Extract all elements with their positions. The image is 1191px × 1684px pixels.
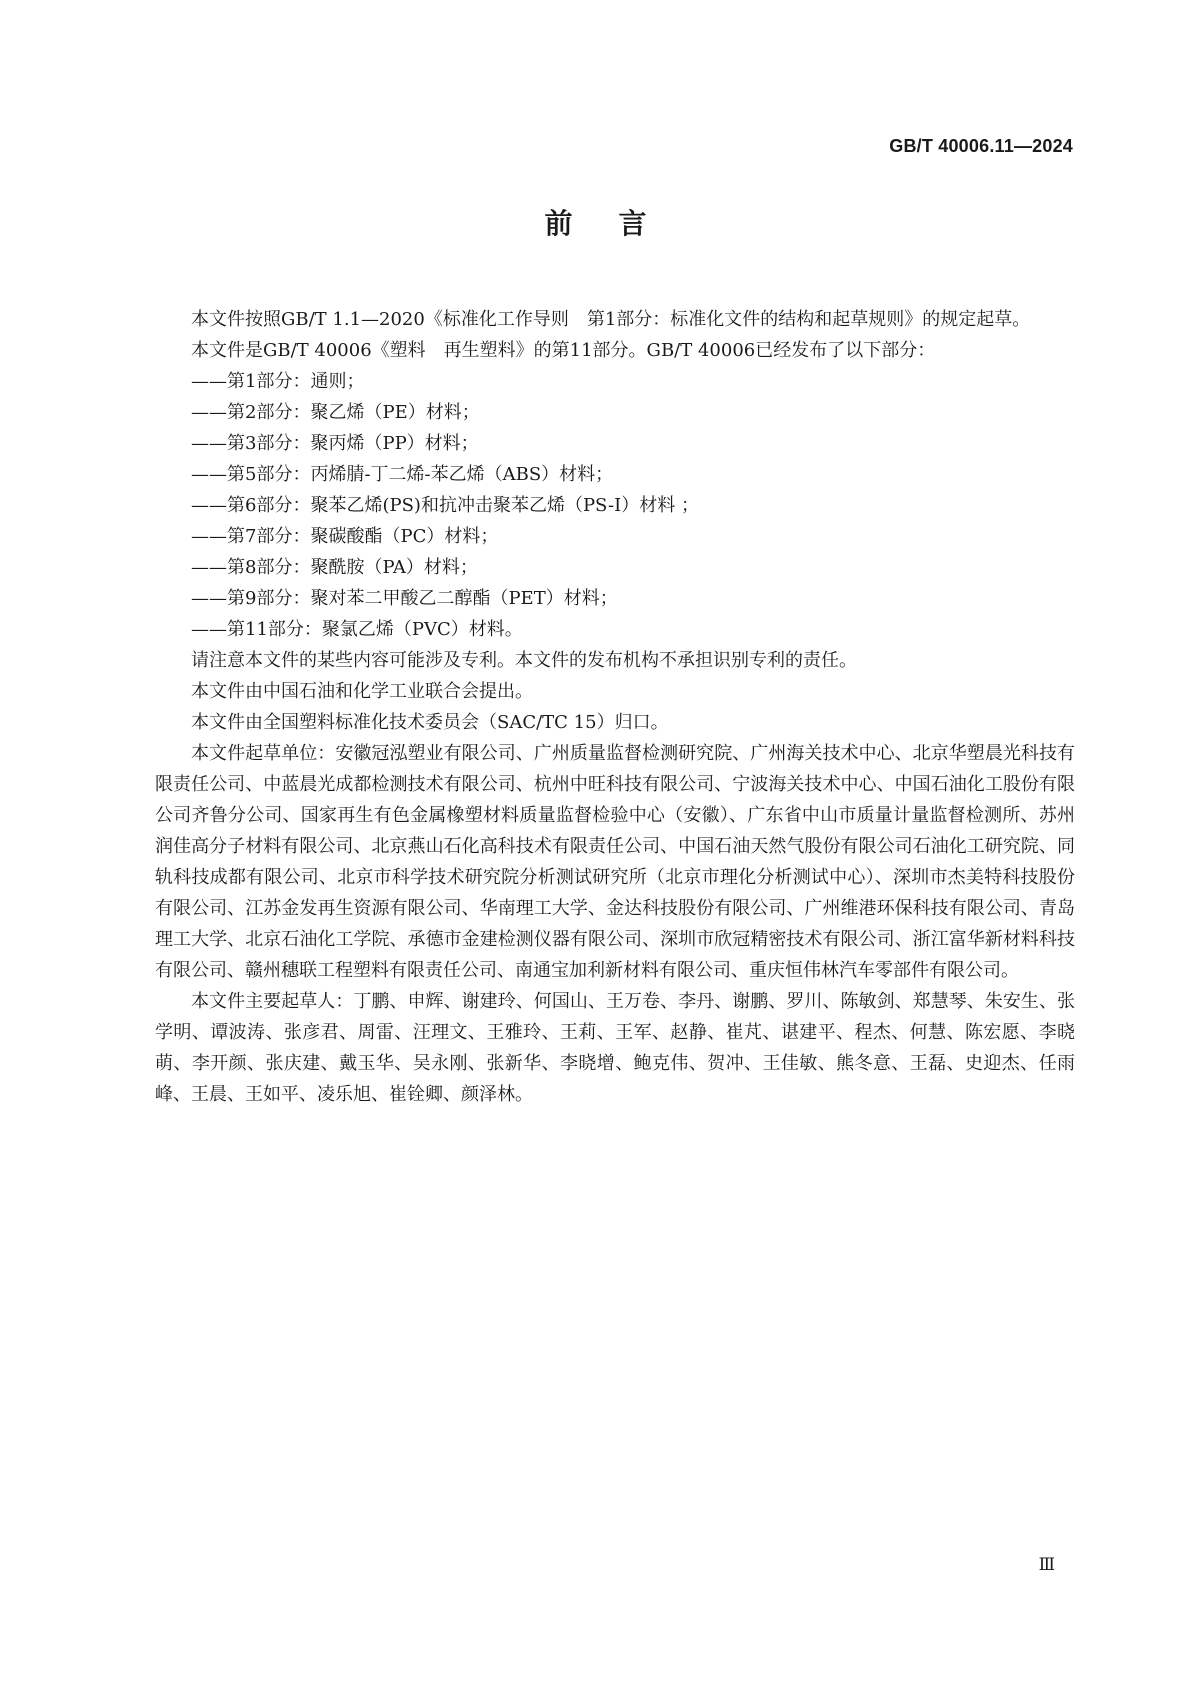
list-item: ——第1部分：通则； [191, 371, 365, 392]
paragraph-series-info: 本文件是GB/T 40006《塑料 再生塑料》的第11部分。GB/T 40006已经发布了以下部分： [191, 340, 936, 361]
page-title: 前言 [544, 207, 693, 240]
list-item: ——第6部分：聚苯乙烯(PS)和抗冲击聚苯乙烯（PS-I）材料 ； [191, 495, 699, 516]
list-item: ——第5部分：丙烯腈-丁二烯-苯乙烯（ABS）材料； [191, 464, 614, 485]
list-item: ——第7部分：聚碳酸酯（PC）材料； [191, 526, 499, 547]
document-body [155, 304, 1075, 1110]
paragraph-drafters: 本文件主要起草人：丁鹏、申辉、谢建玲、何国山、王万卷、李丹、谢鹏、罗川、陈敏剑、郑慧琴、朱安生、张学明、谭波涛、张彦君、周雷、汪理文、王雅玲、王莉、王军、赵静、崔芃、谌建平、程杰、何慧、陈宏愿、李晓萌、李开颜、张庆建、戴玉华、吴永刚、张新华、李晓增、鲍克伟、贺冲、王佳敏、熊冬意、王磊、史迎杰、任雨峰、王晨、王如平、凌乐旭、崔铨卿、颜泽林。 [155, 991, 1075, 1105]
list-item: ——第3部分：聚丙烯（PP）材料； [191, 433, 479, 454]
list-item: ——第11部分：聚氯乙烯（PVC）材料。 [191, 619, 523, 640]
page-number: Ⅲ [1038, 1555, 1055, 1575]
paragraph-proposer: 本文件由中国石油和化学工业联合会提出。 [191, 681, 533, 702]
list-item: ——第8部分：聚酰胺（PA）材料； [191, 557, 478, 578]
list-item: ——第2部分：聚乙烯（PE）材料； [191, 402, 480, 423]
list-item: ——第9部分：聚对苯二甲酸乙二醇酯（PET）材料； [191, 588, 618, 609]
paragraph-drafting-rules: 本文件按照GB/T 1.1—2020《标准化工作导则 第1部分：标准化文件的结构和起草规则》的规定起草。 [191, 309, 1031, 330]
published-parts-list [155, 366, 1075, 645]
document-code-header: GB/T 40006.11—2024 [889, 136, 1073, 156]
paragraph-drafting-units: 本文件起草单位：安徽冠泓塑业有限公司、广州质量监督检测研究院、广州海关技术中心、北京华塑晨光科技有限责任公司、中蓝晨光成都检测技术有限公司、杭州中旺科技有限公司、宁波海关技术中心、中国石油化工股份有限公司齐鲁分公司、国家再生有色金属橡塑材料质量监督检验中心（安徽）、广东省中山市质量计量监督检测所、苏州润佳高分子材料有限公司、北京燕山石化高科技术有限责任公司、中国石油天然气股份有限公司石油化工研究院、同轨科技成都有限公司、北京市科学技术研究院分析测试研究所（北京市理化分析测试中心）、深圳市杰美特科技股份有限公司、江苏金发再生资源有限公司、华南理工大学、金达科技股份有限公司、广州维港环保科技有限公司、青岛理工大学、北京石油化工学院、承德市金建检测仪器有限公司、深圳市欣冠精密技术有限公司、浙江富华新材料科技有限公司、赣州穗联工程塑料有限责任公司、南通宝加利新材料有限公司、重庆恒伟林汽车零部件有限公司。 [155, 743, 1075, 981]
paragraph-patent-notice: 请注意本文件的某些内容可能涉及专利。本文件的发布机构不承担识别专利的责任。 [191, 650, 857, 671]
paragraph-committee: 本文件由全国塑料标准化技术委员会（SAC/TC 15）归口。 [191, 712, 669, 733]
